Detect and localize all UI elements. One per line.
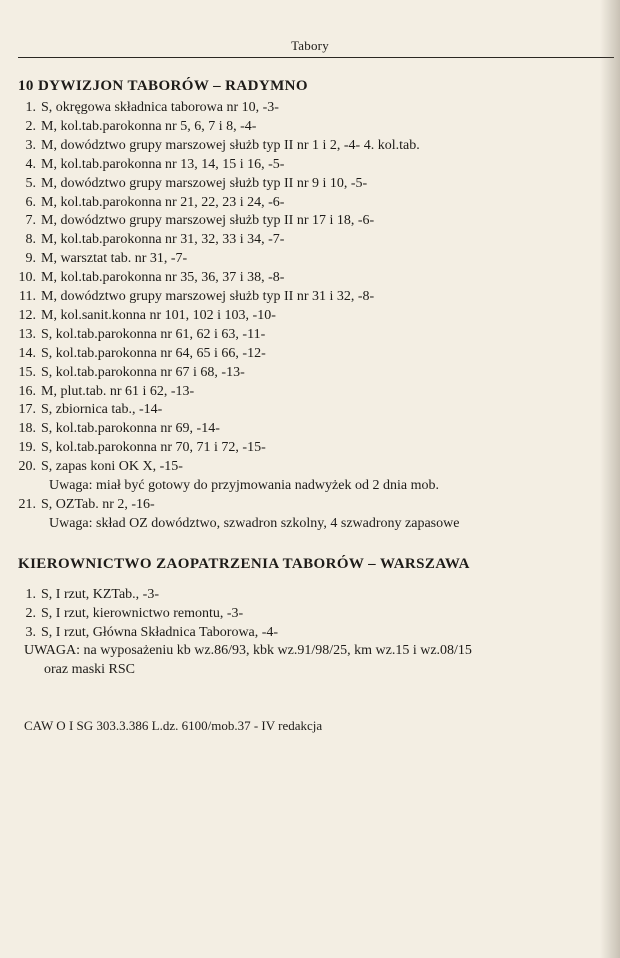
- item-number: 10.: [18, 270, 36, 286]
- item-number: 1.: [25, 100, 36, 115]
- item-text: S, kol.tab.parokonna nr 70, 71 i 72, -15-: [41, 440, 266, 456]
- item-number: 13.: [18, 326, 36, 342]
- item-text: S, I rzut, Główna Składnica Taborowa, -4-: [41, 624, 279, 640]
- list-item: [0, 346, 620, 365]
- item-text: M, dowództwo grupy marszowej służb typ II nr 1 i 2, -4- 4. kol.tab.: [41, 137, 420, 153]
- list-item: [0, 119, 620, 138]
- item-text: M, kol.sanit.konna nr 101, 102 i 103, -10-: [41, 307, 276, 323]
- item-number: 18.: [18, 421, 36, 437]
- item-text: S, I rzut, KZTab., -3-: [41, 587, 159, 602]
- item-number: 20.: [18, 459, 36, 475]
- item-number: 21.: [18, 496, 36, 512]
- uwaga-note-line-1: UWAGA: na wyposażeniu kb wz.86/93, kbk wz.91/98/25, km wz.15 i wz.08/15: [24, 643, 472, 658]
- item-number: 1.: [25, 587, 36, 602]
- list-item: [0, 270, 620, 289]
- page-edge-shadow: [600, 0, 620, 958]
- list-item: [0, 440, 620, 459]
- list-item: [0, 308, 620, 327]
- item-note: Uwaga: miał być gotowy do przyjmowania nadwyżek od 2 dnia mob.: [49, 478, 439, 493]
- list-item: [0, 625, 620, 644]
- item-number: 9.: [25, 251, 36, 267]
- item-text: M, dowództwo grupy marszowej służb typ II nr 31 i 32, -8-: [41, 289, 375, 304]
- running-head: Tabory: [291, 38, 329, 53]
- item-number: 3.: [25, 624, 36, 640]
- item-number: 8.: [25, 232, 36, 248]
- item-number: 14.: [18, 345, 36, 361]
- item-number: 17.: [18, 402, 36, 418]
- uwaga-note-line-2: oraz maski RSC: [44, 662, 135, 677]
- item-text: S, zapas koni OK X, -15-: [41, 459, 183, 475]
- list-item: [0, 402, 620, 421]
- item-text: S, OZTab. nr 2, -16-: [41, 496, 155, 512]
- item-text: M, dowództwo grupy marszowej służb typ II nr 9 i 10, -5-: [41, 175, 368, 191]
- item-text: S, kol.tab.parokonna nr 64, 65 i 66, -12-: [41, 345, 266, 361]
- item-number: 12.: [18, 307, 36, 323]
- list-item: [0, 213, 620, 232]
- item-text: M, kol.tab.parokonna nr 35, 36, 37 i 38, -8-: [41, 270, 285, 286]
- header-rule: [18, 57, 614, 58]
- item-text: M, plut.tab. nr 61 i 62, -13-: [41, 383, 195, 399]
- list-item: [0, 421, 620, 440]
- item-number: 7.: [25, 213, 36, 229]
- list-item: [0, 100, 620, 119]
- item-text: M, warsztat tab. nr 31, -7-: [41, 251, 188, 267]
- item-text: S, okręgowa składnica taborowa nr 10, -3-: [41, 100, 279, 115]
- list-item: [0, 289, 620, 308]
- list-item: [0, 327, 620, 346]
- list-item: [0, 459, 620, 478]
- list-item: [0, 497, 620, 516]
- list-item: [0, 232, 620, 251]
- item-text: M, kol.tab.parokonna nr 13, 14, 15 i 16, -5-: [41, 156, 285, 172]
- item-number: 11.: [19, 289, 36, 304]
- item-text: S, kol.tab.parokonna nr 67 i 68, -13-: [41, 364, 245, 380]
- item-number: 2.: [25, 118, 36, 134]
- item-number: 4.: [25, 156, 36, 172]
- list-item: [0, 138, 620, 157]
- item-number: 6.: [25, 194, 36, 210]
- list-item: [0, 365, 620, 384]
- item-number: 5.: [25, 175, 36, 191]
- list-item: [0, 195, 620, 214]
- item-text: S, zbiornica tab., -14-: [41, 402, 163, 418]
- item-number: 2.: [25, 605, 36, 621]
- list-item: [0, 157, 620, 176]
- item-text: S, kol.tab.parokonna nr 61, 62 i 63, -11-: [41, 326, 266, 342]
- list-item: [0, 587, 620, 606]
- item-text: S, I rzut, kierownictwo remontu, -3-: [41, 605, 244, 621]
- list-item: [0, 384, 620, 403]
- item-note: Uwaga: skład OZ dowództwo, szwadron szkolny, 4 szwadrony zapasowe: [49, 515, 460, 531]
- item-text: M, dowództwo grupy marszowej służb typ II nr 17 i 18, -6-: [41, 213, 375, 229]
- section-title-dywizjon: 10 DYWIZJON TABORÓW – RADYMNO: [18, 78, 308, 94]
- item-number: 19.: [18, 440, 36, 456]
- list-item: [0, 251, 620, 270]
- item-text: M, kol.tab.parokonna nr 5, 6, 7 i 8, -4-: [41, 118, 257, 134]
- item-number: 3.: [25, 137, 36, 153]
- item-text: M, kol.tab.parokonna nr 21, 22, 23 i 24, -6-: [41, 194, 285, 210]
- item-text: M, kol.tab.parokonna nr 31, 32, 33 i 34, -7-: [41, 232, 285, 248]
- item-number: 15.: [18, 364, 36, 380]
- section-title-kierownictwo: KIEROWNICTWO ZAOPATRZENIA TABORÓW – WARSZAWA: [18, 556, 470, 572]
- item-text: S, kol.tab.parokonna nr 69, -14-: [41, 421, 220, 437]
- item-number: 16.: [18, 383, 36, 399]
- list-item: [0, 606, 620, 625]
- list-item: [0, 176, 620, 195]
- archive-reference: CAW O I SG 303.3.386 L.dz. 6100/mob.37 - IV redakcja: [24, 718, 323, 733]
